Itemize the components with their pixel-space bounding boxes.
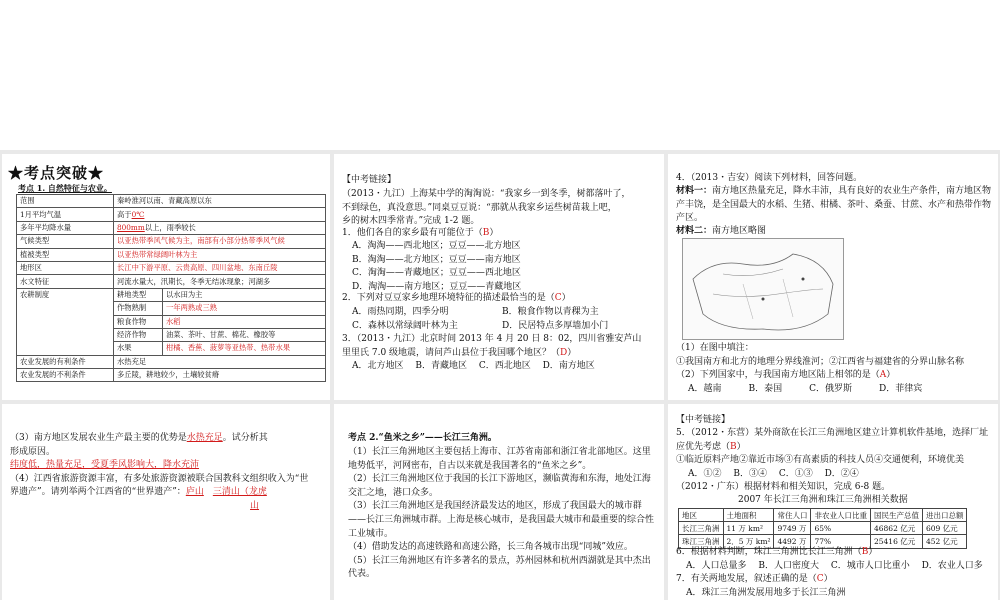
panel-answers (2, 404, 330, 600)
table-row: 水果 柑橘、香蕉、菠萝等亚热带、热带水果 (17, 342, 326, 355)
question-5: 5．（2012・东营）某外商欲在长江三角洲地区建立计算机软件基地，选择厂址应优先考虑（B） ①临近原料产地②靠近市场③有高素质的科技人员④交通便利，环境优美 A．①② B．③④ C．①③ D．②④ （2012・广东）根据材料和相关知识，完成 6-8 题。 (676, 428, 989, 493)
question-1-options: A．淘淘——西北地区；豆豆——北方地区 B．淘淘——北方地区；豆豆——南方地区 C．淘淘——青藏地区；豆豆——西北地区 D．淘淘——南方地区；豆豆——青藏地区 (352, 241, 522, 292)
question-3-advantage: （3）南方地区发展农业生产最主要的优势是水热充足。试分析其 形成原因。 纬度低，热量充足，受夏季风影响大，降水充沛 （4）江西省旅游资源丰富，有多处旅游资源被联合国教科文组织收入为“世 界遗产”。请列举两个江西省的“世界遗产”：庐山 三清山（龙虎 山 (10, 433, 309, 511)
question-4-parts: （1）在图中填注： ①我国南方和北方的地理分界线淮河；②江西省与福建省的分界山脉名称 （2）下列国家中，与我国南方地区陆上相邻的是（A） A．越南 B．泰国 C．俄罗斯 D．菲律宾 (676, 343, 965, 394)
panel-exam-link-1 (334, 154, 664, 400)
panel-material-map (668, 154, 998, 400)
blank-slide-area (0, 0, 1000, 150)
table-row: 气候类型 以亚热带季风气候为主，南部有小部分热带季风气候 (17, 235, 326, 248)
keypoint-title: 考点 1. 自然特征与农业。 (18, 183, 112, 193)
question-4: 4．（2013・吉安）阅读下列材料，回答问题。 (676, 173, 863, 183)
passage: （2013・九江）上海某中学的淘淘说：“我家乡一到冬季，树都落叶了， 不到绿色，真没意思。”同桌豆豆说：“那就从我家乡运些树苗栽上吧， 乡的树木四季常青。”完成 1-2 题。 (342, 189, 631, 227)
table-row: 多年平均降水量 800mm以上，雨季较长 (17, 221, 326, 234)
table-row: 农耕制度 耕地类型 以水田为主 (17, 288, 326, 301)
material-1: 材料一：南方地区热量充足，降水丰沛，具有良好的农业生产条件，南方地区物产丰饶，是全国最大的水稻、生猪、柑橘、茶叶、桑蚕、甘蔗、水产和热带作物产区。 (676, 186, 992, 224)
table-row: 经济作物 油菜、茶叶、甘蔗、棉花、橡胶等 (17, 328, 326, 341)
table-row: 1月平均气温 高于0℃ (17, 208, 326, 221)
keypoint-2-title: 考点 2.“鱼米之乡”——长江三角洲。 (348, 433, 497, 443)
table-caption: 2007 年长江三角洲和珠江三角洲相关数据 (738, 495, 908, 505)
yangtze-delta-text: （1）长江三角洲地区主要包括上海市、江苏省南部和浙江省北部地区。这里地势低平，河网密布，自古以来就是我国著名的“鱼米之乡”。 （2）长江三角洲地区位于我国的长江下游地区，濒临黄海和东海，地处江海交汇之地，港口众多。 （3）长江三角洲地区是我国经济最发达的地区，形成了我国最大的城市群——长江三角洲城市群。上海是核心城市，是我国最大城市和最重要的综合性工业城市。 （4）借助发达的高速铁路和高速公路，长三角各城市出现“同城”效应。 （5）长江三角洲地区有许多著名的景点，苏州园林和杭州西湖就是其中杰出代表。 (348, 447, 655, 580)
question-2-options: A．雨热同期，四季分明 B．粮食作物以青稞为主 C．森林以常绿阔叶林为主 D．民居特点多厚墙加小门 (352, 307, 609, 331)
questions-6-7: 6．根据材料判断，珠江三角洲比长江三角洲（B） A．人口总量多 B．人口密度大 C．城市人口比重小 D．农业人口多 7．有关两地发展，叙述正确的是（C） A．珠江三角洲发展用地多于长江三角洲 (676, 547, 983, 598)
table-row: 珠江三角洲 2．5 万 km² 4492 万 77% 25416 亿元 452 亿元 (679, 535, 967, 548)
south-china-map (682, 238, 844, 340)
table-row: 范围 秦岭淮河以南、青藏高原以东 (17, 195, 326, 208)
table-row: 地形区 长江中下游平原、云贵高原、四川盆地、东南丘陵 (17, 261, 326, 274)
panel-fact-table (2, 154, 330, 400)
exam-link-heading: 【中考链接】 (342, 175, 397, 185)
nature-agriculture-table (16, 194, 326, 382)
material-2: 材料二：南方地区略图 (676, 226, 767, 236)
section-title: ★考点突破★ (8, 164, 105, 182)
panel-exam-link-2 (668, 404, 998, 600)
table-row: 农业发展的有利条件 水热充足 (17, 355, 326, 368)
table-row: 植被类型 以亚热带常绿阔叶林为主 (17, 248, 326, 261)
delta-data-table (678, 508, 967, 549)
question-3-options: A．北方地区 B．青藏地区 C．西北地区 D．南方地区 (352, 361, 595, 371)
question-3: 3．（2013・九江）北京时间 2013 年 4 月 20 日 8：02，四川省雅安芦山 里里氏 7.0 级地震，请问芦山县位于我国哪个地区？（D） (342, 334, 642, 358)
table-row: 粮食作物 水稻 (17, 315, 326, 328)
question-1: 1．他们各自的家乡最有可能位于（B） (342, 228, 499, 238)
table-row: 长江三角洲 11 万 km² 9749 万 65% 46862 亿元 609 亿元 (679, 522, 967, 535)
table-header-row: 地区 土地面积 常住人口 非农业人口比重 国民生产总值 进出口总额 (679, 509, 967, 522)
table-row: 农业发展的不利条件 多丘陵，耕地较少，土壤较贫瘠 (17, 369, 326, 382)
table-row: 水文特征 河流水量大，汛期长，冬季无结冰现象；河湖多 (17, 275, 326, 288)
table-row: 作物熟制 一年两熟或三熟 (17, 302, 326, 315)
panel-yangtze-delta (334, 404, 664, 600)
question-2: 2．下列对豆豆家乡地理环境特征的描述最恰当的是（C） (342, 293, 571, 303)
exam-link-heading-2: 【中考链接】 (676, 415, 731, 425)
